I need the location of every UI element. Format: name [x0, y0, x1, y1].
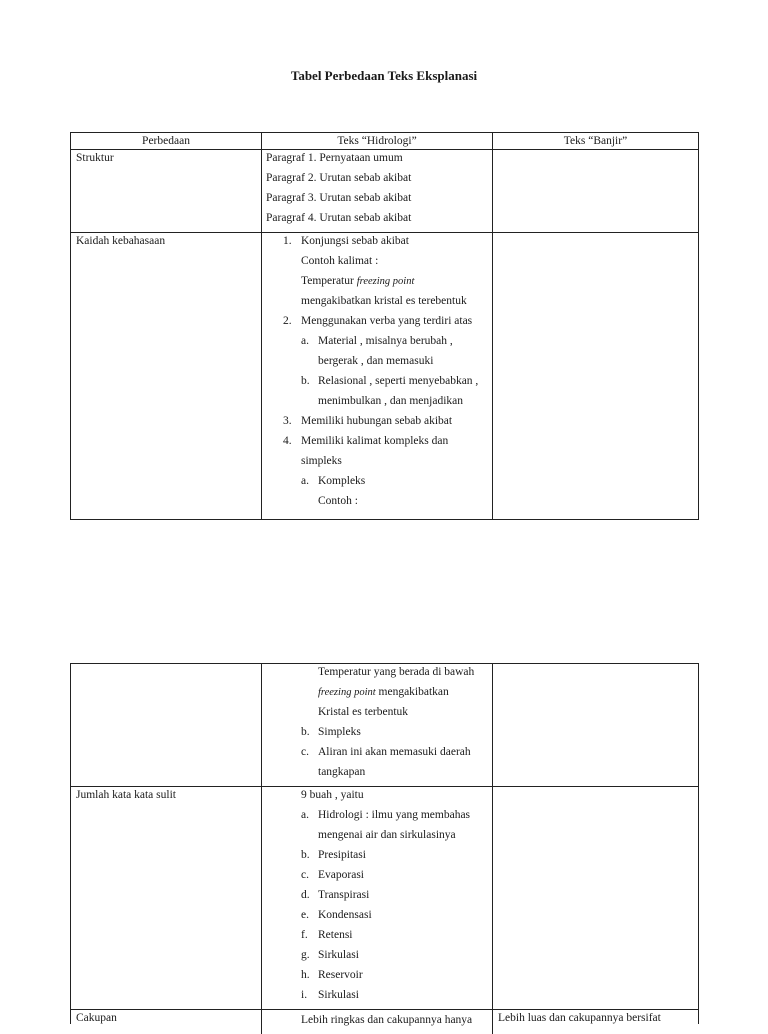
- struktur-hidrologi-cell: [262, 150, 493, 232]
- table-row-struktur: [71, 149, 698, 232]
- list-text: Relasional , seperti menyebabkan ,: [318, 375, 479, 387]
- list-marker: e.: [301, 909, 309, 921]
- list-item: [266, 907, 488, 927]
- list-marker: a.: [301, 335, 309, 347]
- list-item: 9 buah , yaitu: [301, 789, 364, 801]
- list-text: Material , misalnya berubah ,: [318, 335, 453, 347]
- list-marker: a.: [301, 475, 309, 487]
- row-label-struktur: Struktur: [71, 150, 262, 232]
- struktur-line: Paragraf 4. Urutan sebab akibat: [266, 212, 412, 224]
- list-item: [266, 724, 488, 744]
- list-item: [266, 433, 488, 453]
- list-item: [266, 967, 488, 987]
- list-text: Retensi: [318, 929, 353, 941]
- list-item: [266, 684, 488, 704]
- table-row-jumlah: [71, 786, 698, 1009]
- struktur-line: Paragraf 3. Urutan sebab akibat: [266, 192, 412, 204]
- list-item: [266, 947, 488, 967]
- list-text: Kompleks: [318, 475, 366, 487]
- italic-term: freezing point: [356, 276, 415, 287]
- list-item: Temperatur yang berada di bawah: [318, 666, 475, 678]
- continuation-hidrologi-cell: [262, 664, 493, 786]
- list-text: mengenai air dan sirkulasinya: [318, 829, 456, 841]
- list-item: Lebih ringkas dan cakupannya hanya: [301, 1014, 473, 1026]
- struktur-line: Paragraf 1. Pernyataan umum: [266, 152, 403, 164]
- struktur-banjir-cell: [493, 150, 698, 232]
- list-marker: d.: [301, 889, 310, 901]
- list-marker: b.: [301, 375, 310, 387]
- list-item: mengakibatkan kristal es terebentuk: [301, 295, 467, 307]
- list-text: Menggunakan verba yang terdiri atas: [301, 315, 473, 327]
- list-marker: c.: [301, 869, 309, 881]
- table-row-cakupan: [71, 1009, 698, 1034]
- row-label-kaidah: Kaidah kebahasaan: [71, 233, 262, 519]
- list-item: Kristal es terbentuk: [318, 706, 409, 718]
- list-item: [266, 847, 488, 867]
- list-item: [266, 233, 488, 253]
- list-marker: 2.: [283, 315, 292, 327]
- list-item: [266, 927, 488, 947]
- continuation-label-cell: [71, 664, 262, 786]
- kaidah-hidrologi-cell: [262, 233, 493, 519]
- list-item: [266, 373, 488, 393]
- list-item: [266, 987, 488, 1007]
- list-text: mengakibatkan: [375, 686, 449, 698]
- list-text: Sirkulasi: [318, 949, 359, 961]
- list-text: Sirkulasi: [318, 989, 359, 1001]
- list-marker: b.: [301, 849, 310, 861]
- comparison-table-2: [70, 663, 699, 1024]
- list-marker: 3.: [283, 415, 292, 427]
- list-item: Contoh kalimat :: [301, 255, 379, 267]
- header-hidrologi: Teks “Hidrologi”: [262, 133, 493, 149]
- list-item: [266, 867, 488, 887]
- list-text: Kondensasi: [318, 909, 372, 921]
- kaidah-banjir-cell: [493, 233, 698, 519]
- struktur-line: Paragraf 2. Urutan sebab akibat: [266, 172, 412, 184]
- header-banjir: Teks “Banjir”: [563, 135, 628, 147]
- list-text: Aliran ini akan memasuki daerah: [318, 746, 471, 758]
- header-perbedaan: Perbedaan: [71, 133, 262, 149]
- cakupan-banjir-cell: Lebih luas dan cakupannya bersifat: [498, 1012, 661, 1024]
- list-item: tangkapan: [318, 766, 366, 778]
- list-item: Contoh :: [318, 495, 358, 507]
- list-marker: c.: [301, 746, 309, 758]
- list-marker: 4.: [283, 435, 292, 447]
- list-item: [266, 413, 488, 433]
- list-item: [266, 827, 488, 847]
- list-text: Transpirasi: [318, 889, 370, 901]
- list-marker: 1.: [283, 235, 292, 247]
- list-marker: b.: [301, 726, 310, 738]
- difficult-words-list: [266, 807, 488, 1007]
- list-item: [266, 273, 488, 293]
- jumlah-hidrologi-cell: [262, 787, 493, 1009]
- list-text: Temperatur: [301, 275, 357, 287]
- table-row-kaidah: [71, 232, 698, 519]
- list-text: Presipitasi: [318, 849, 366, 861]
- comparison-table-1: [70, 132, 699, 520]
- cakupan-hidrologi-cell: [262, 1010, 493, 1034]
- table-header-row: [71, 133, 698, 149]
- list-item: [266, 744, 488, 764]
- list-item: [266, 473, 488, 493]
- list-marker: i.: [301, 989, 308, 1001]
- list-item: [266, 313, 488, 333]
- list-text: Reservoir: [318, 969, 363, 981]
- list-item: bergerak , dan memasuki: [318, 355, 434, 367]
- italic-term: freezing point: [318, 687, 376, 698]
- continuation-banjir-cell: [493, 664, 698, 786]
- list-item: menimbulkan , dan menjadikan: [318, 395, 463, 407]
- list-item: [266, 887, 488, 907]
- list-item: simpleks: [301, 455, 342, 467]
- list-text: Evaporasi: [318, 869, 364, 881]
- list-text: Memiliki hubungan sebab akibat: [301, 415, 453, 427]
- list-marker: h.: [301, 969, 310, 981]
- list-item: [266, 807, 488, 827]
- table-row-continuation: [71, 664, 698, 786]
- row-label-jumlah: Jumlah kata kata sulit: [71, 787, 262, 1009]
- jumlah-banjir-cell: [493, 787, 698, 1009]
- list-text: Konjungsi sebab akibat: [301, 235, 409, 247]
- list-item: [266, 333, 488, 353]
- list-marker: g.: [301, 949, 310, 961]
- list-marker: f.: [301, 929, 308, 941]
- list-marker: a.: [301, 809, 309, 821]
- list-text: Memiliki kalimat kompleks dan: [301, 435, 449, 447]
- list-text: Simpleks: [318, 726, 361, 738]
- row-label-cakupan: Cakupan: [71, 1010, 262, 1034]
- document-title: Tabel Perbedaan Teks Eksplanasi: [290, 68, 478, 83]
- list-text: Hidrologi : ilmu yang membahas: [318, 809, 471, 821]
